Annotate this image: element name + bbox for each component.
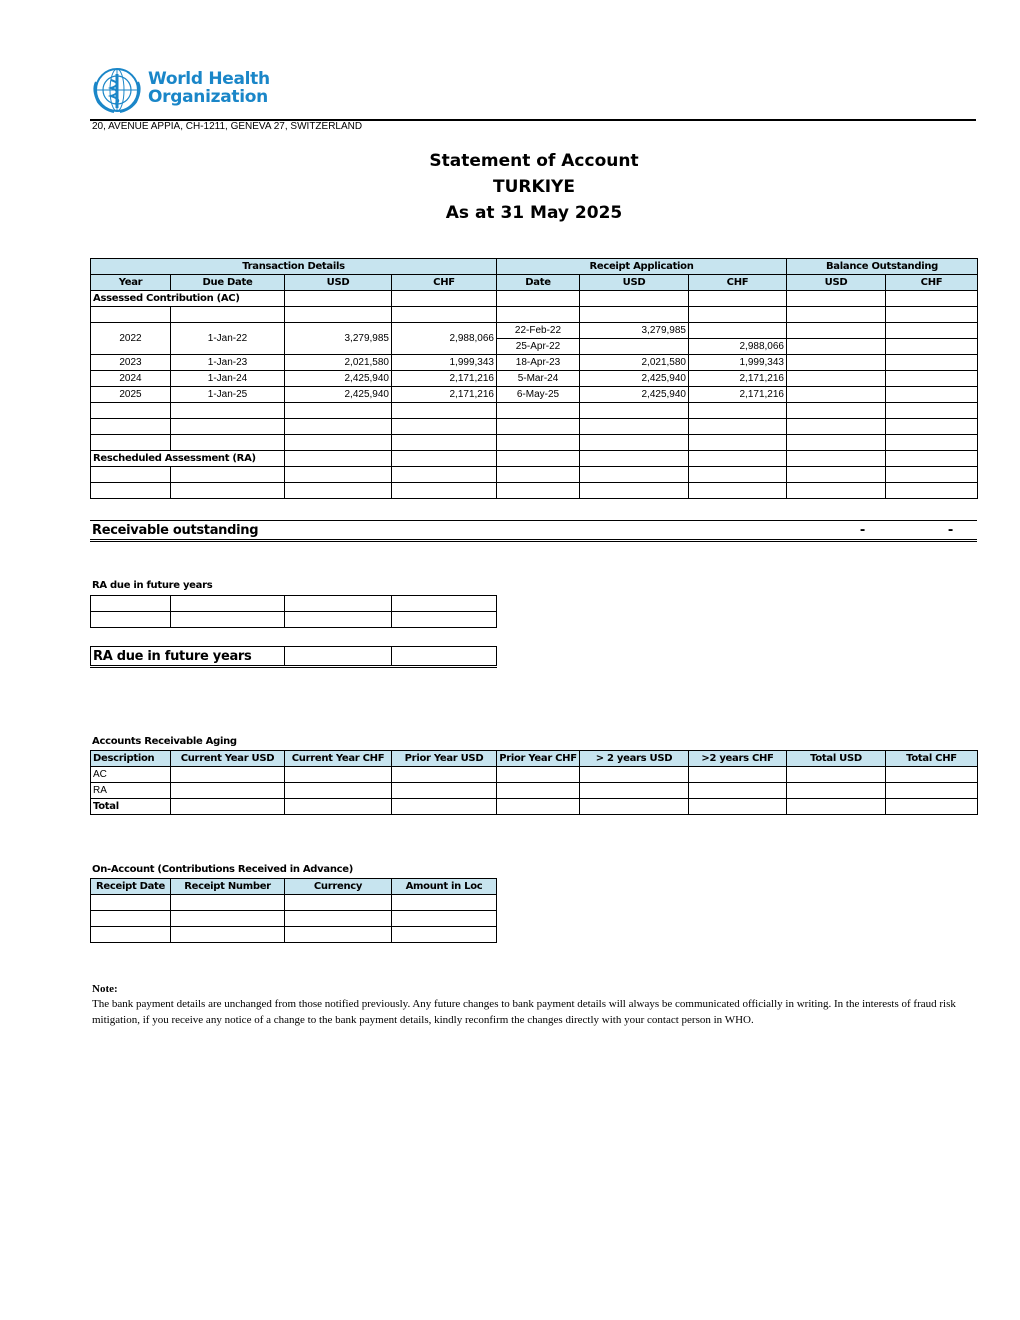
table-row: Total [91, 799, 978, 815]
table-row: 2024 1-Jan-24 2,425,940 2,171,216 5-Mar-24 2,425,940 2,171,216 [91, 371, 978, 387]
receivable-chf: - [885, 521, 977, 541]
ra-future-total-row [90, 646, 497, 668]
receivable-usd: - [786, 521, 885, 541]
who-emblem-icon [90, 66, 144, 114]
ra-future-section-label: RA due in future years [92, 580, 213, 591]
on-account-col-receipt-number: Receipt Number [171, 879, 285, 895]
group-header-receipt: Receipt Application [497, 259, 787, 275]
col-due-date: Due Date [171, 275, 285, 291]
ra-future-total-label: RA due in future years [91, 647, 285, 667]
col-receipt-date: Date [497, 275, 580, 291]
group-header-transaction: Transaction Details [91, 259, 497, 275]
table-row: 2022 1-Jan-22 3,279,985 2,988,066 22-Feb-22 3,279,985 [91, 323, 978, 339]
aging-col-current-chf: Current Year CHF [285, 751, 392, 767]
aging-col-current-usd: Current Year USD [171, 751, 285, 767]
aging-col-2yr-usd: > 2 years USD [580, 751, 689, 767]
col-receipt-chf: CHF [689, 275, 787, 291]
org-name-line2: Organization [148, 87, 268, 107]
aging-section-label: Accounts Receivable Aging [92, 736, 237, 747]
on-account-col-receipt-date: Receipt Date [91, 879, 171, 895]
aging-col-prior-chf: Prior Year CHF [497, 751, 580, 767]
receivable-outstanding-label: Receivable outstanding [90, 521, 786, 541]
aging-col-description: Description [91, 751, 171, 767]
country-name: TURKIYE [493, 177, 575, 197]
on-account-col-currency: Currency [285, 879, 392, 895]
table-row: 2025 1-Jan-25 2,425,940 2,171,216 6-May-25 2,425,940 2,171,216 [91, 387, 978, 403]
table-row: 2023 1-Jan-23 2,021,580 1,999,343 18-Apr-23 2,021,580 1,999,343 [91, 355, 978, 371]
col-balance-usd: USD [787, 275, 886, 291]
aging-col-total-usd: Total USD [787, 751, 886, 767]
aging-col-total-chf: Total CHF [886, 751, 978, 767]
note-title: Note: [92, 983, 118, 995]
address: 20, AVENUE APPIA, CH-1211, GENEVA 27, SWITZERLAND [92, 121, 363, 132]
receivable-outstanding-row [90, 520, 977, 542]
col-year: Year [91, 275, 171, 291]
table-row: RA [91, 783, 978, 799]
on-account-table [90, 878, 497, 943]
on-account-col-amount: Amount in Loc [392, 879, 497, 895]
page-title: Statement of Account [429, 151, 639, 171]
who-logo [90, 66, 280, 114]
col-balance-chf: CHF [886, 275, 978, 291]
table-row: 25-Apr-22 2,988,066 [91, 339, 978, 355]
section-ra-label: Rescheduled Assessment (RA) [91, 451, 285, 467]
section-ac-label: Assessed Contribution (AC) [91, 291, 285, 307]
aging-table [90, 750, 978, 815]
group-header-balance: Balance Outstanding [787, 259, 978, 275]
col-usd: USD [285, 275, 392, 291]
statement-date: As at 31 May 2025 [445, 203, 623, 223]
aging-col-2yr-chf: >2 years CHF [689, 751, 787, 767]
aging-col-prior-usd: Prior Year USD [392, 751, 497, 767]
statement-table [90, 258, 978, 499]
ra-future-table [90, 595, 497, 628]
on-account-section-label: On-Account (Contributions Received in Advance) [92, 864, 354, 875]
col-chf: CHF [392, 275, 497, 291]
table-row: AC [91, 767, 978, 783]
col-receipt-usd: USD [580, 275, 689, 291]
org-name-line1: World Health [148, 69, 270, 89]
note-text: The bank payment details are unchanged from those notified previously. Any future changes to bank payment details will always be communicated officially in writing. In the interests of fraud risk mitigation, if you receive any notice of a change to the bank payment details, kindly reconfirm the changes directly with your contact person in WHO. [92, 998, 956, 1026]
